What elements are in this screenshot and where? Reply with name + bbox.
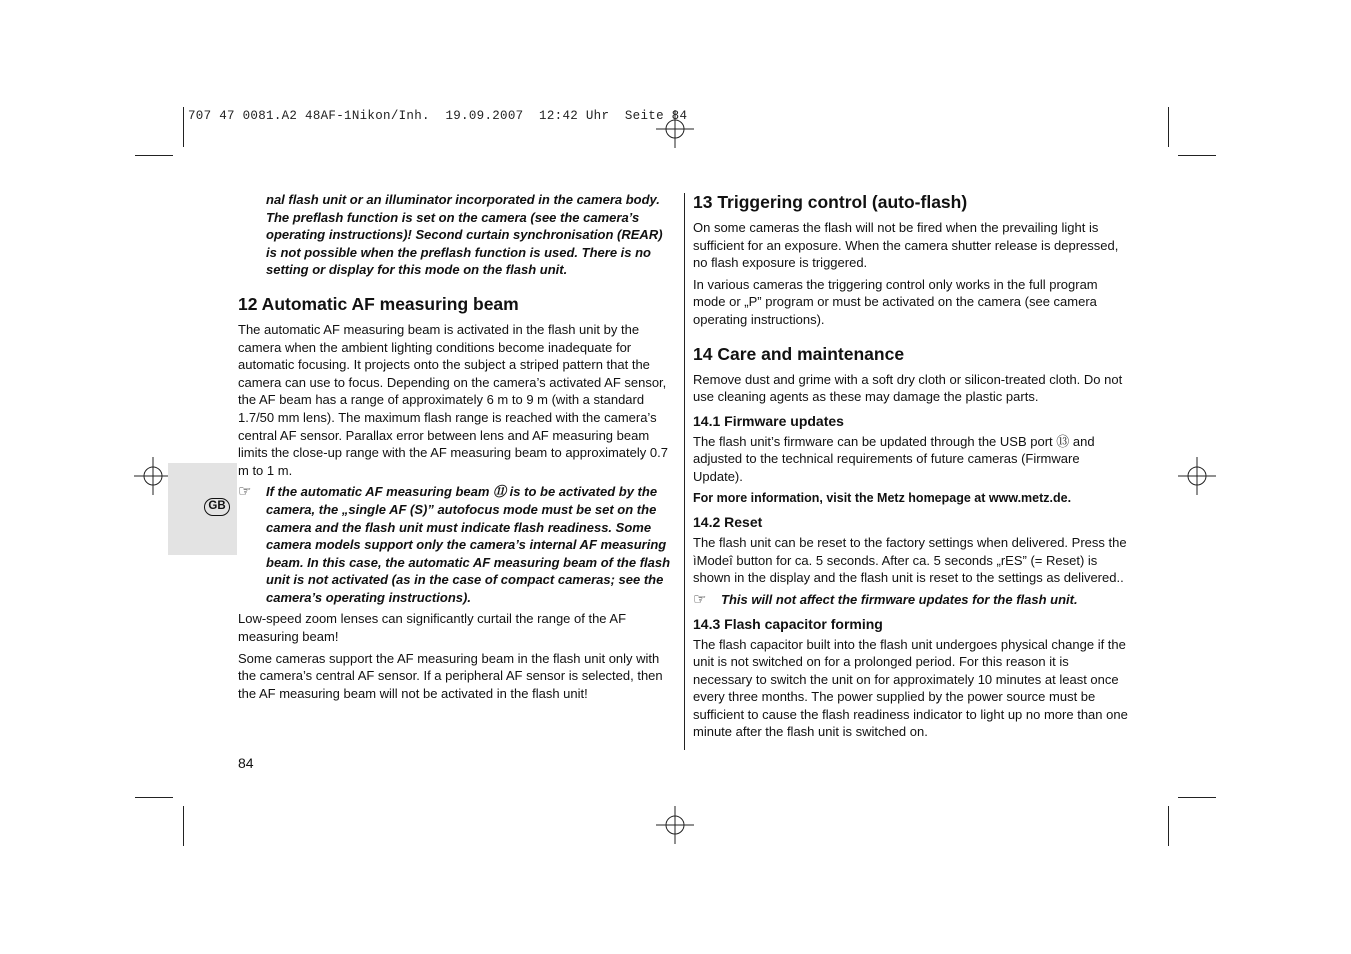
metz-homepage-info: For more information, visit the Metz homepage at www.metz.de. — [693, 490, 1072, 505]
section-14-3-paragraph: The flash capacitor built into the flash unit undergoes physical change if the unit is not switched on for a prolonged period. For this reason it is necessary to switch the unit on for approximately 10 minutes at least once every three months. The power supplied by the power source must be sufficient to cause the flash readiness indicator to light up no more than one minute after the flash unit is switched on. — [693, 636, 1128, 740]
registration-mark-icon — [656, 806, 694, 844]
registration-mark-icon — [656, 110, 694, 148]
print-slug: 707 47 0081.A2 48AF-1Nikon/Inh. 19.09.2007 12:42 Uhr Seite 84 — [188, 109, 688, 123]
crop-mark — [1168, 806, 1169, 846]
intro-paragraph: nal flash unit or an illuminator incorporated in the camera body. The preflash function is set on the camera (see the camera’s operating instructions)! Second curtain synchronisation (REAR) is not possible when the preflash function is used. There is no setting or display for this mode on the flash unit. — [266, 192, 663, 278]
section-14-3-heading: 14.3 Flash capacitor forming — [693, 615, 883, 632]
section-14-2-paragraph: The flash unit can be reset to the factory settings when delivered. Press the ìModeî button for ca. 5 seconds. After ca. 5 seconds „rES” (= Reset) is shown in the display and the flash unit is reset to the settings as delivered.. — [693, 535, 1127, 586]
note — [238, 483, 674, 606]
crop-mark — [1178, 155, 1216, 156]
crop-mark — [135, 797, 173, 798]
note-text: This will not affect the firmware updates for the flash unit. — [721, 591, 1078, 607]
section-14-1-heading: 14.1 Firmware updates — [693, 412, 844, 429]
note-text: If the automatic AF measuring beam ⑪ is to be activated by the camera, the „single AF (S)” autofocus mode must be set on the camera and the flash unit must indicate flash readiness. Some camera models support only the camera’s internal AF measuring beam. In this case, the automatic AF measuring beam of the flash unit is not activated (as in the case of compact cameras; see the camera’s operating instructions). — [266, 484, 671, 605]
language-badge: GB — [204, 498, 230, 516]
section-14-2-heading: 14.2 Reset — [693, 514, 763, 531]
crop-mark — [1168, 107, 1169, 147]
section-13-heading: 13 Triggering control (auto-flash) — [693, 192, 968, 212]
section-12-paragraph: Some cameras support the AF measuring beam in the flash unit only with the camera’s central AF sensor. If a peripheral AF sensor is selected, then the AF measuring beam will not be activated in the flash unit! — [238, 650, 663, 701]
section-14-1-paragraph: The flash unit’s firmware can be updated through the USB port ⑬ and adjusted to the technical requirements of future cameras (Firmware Update). — [693, 433, 1095, 484]
section-14-heading: 14 Care and maintenance — [693, 343, 905, 364]
crop-mark — [183, 806, 184, 846]
column-divider — [684, 193, 685, 750]
pointing-hand-icon: ☞ — [693, 590, 707, 608]
section-12-heading: 12 Automatic AF measuring beam — [238, 293, 519, 314]
crop-mark — [1178, 797, 1216, 798]
left-column — [238, 191, 674, 706]
note — [693, 591, 1131, 609]
section-12-paragraph: Low-speed zoom lenses can significantly curtail the range of the AF measuring beam! — [238, 611, 627, 645]
page-number: 84 — [238, 755, 254, 771]
registration-mark-icon — [1178, 457, 1216, 495]
section-12-paragraph: The automatic AF measuring beam is activated in the flash unit by the camera when the ambient lighting conditions become inadequate for automatic focusing. It projects onto the subject a striped pattern that the camera can use to focus. Depending on the camera’s activated AF sensor, the AF beam has a range of approximately 6 m to 9 m (with a standard 1.7/50 mm lens). The maximum flash range is reached with the camera’s central AF sensor. Parallax error between lens and AF measuring beam limits the close-up range with the AF measuring beam to approximately 0.7 m to 1 m. — [238, 321, 668, 478]
section-14-paragraph: Remove dust and grime with a soft dry cloth or silicon-treated cloth. Do not use cleaning agents as these may damage the plastic parts. — [693, 371, 1123, 405]
section-13-paragraph: On some cameras the flash will not be fired when the prevailing light is sufficient for an exposure. When the camera shutter release is depressed, no flash exposure is triggered. — [693, 220, 1119, 271]
pointing-hand-icon: ☞ — [238, 483, 252, 501]
crop-mark — [183, 107, 184, 147]
crop-mark — [135, 155, 173, 156]
section-13-paragraph: In various cameras the triggering control only works in the full program mode or „P” program or must be activated on the camera (see camera operating instructions). — [693, 276, 1098, 327]
right-column — [693, 191, 1131, 745]
registration-mark-icon — [134, 457, 172, 495]
